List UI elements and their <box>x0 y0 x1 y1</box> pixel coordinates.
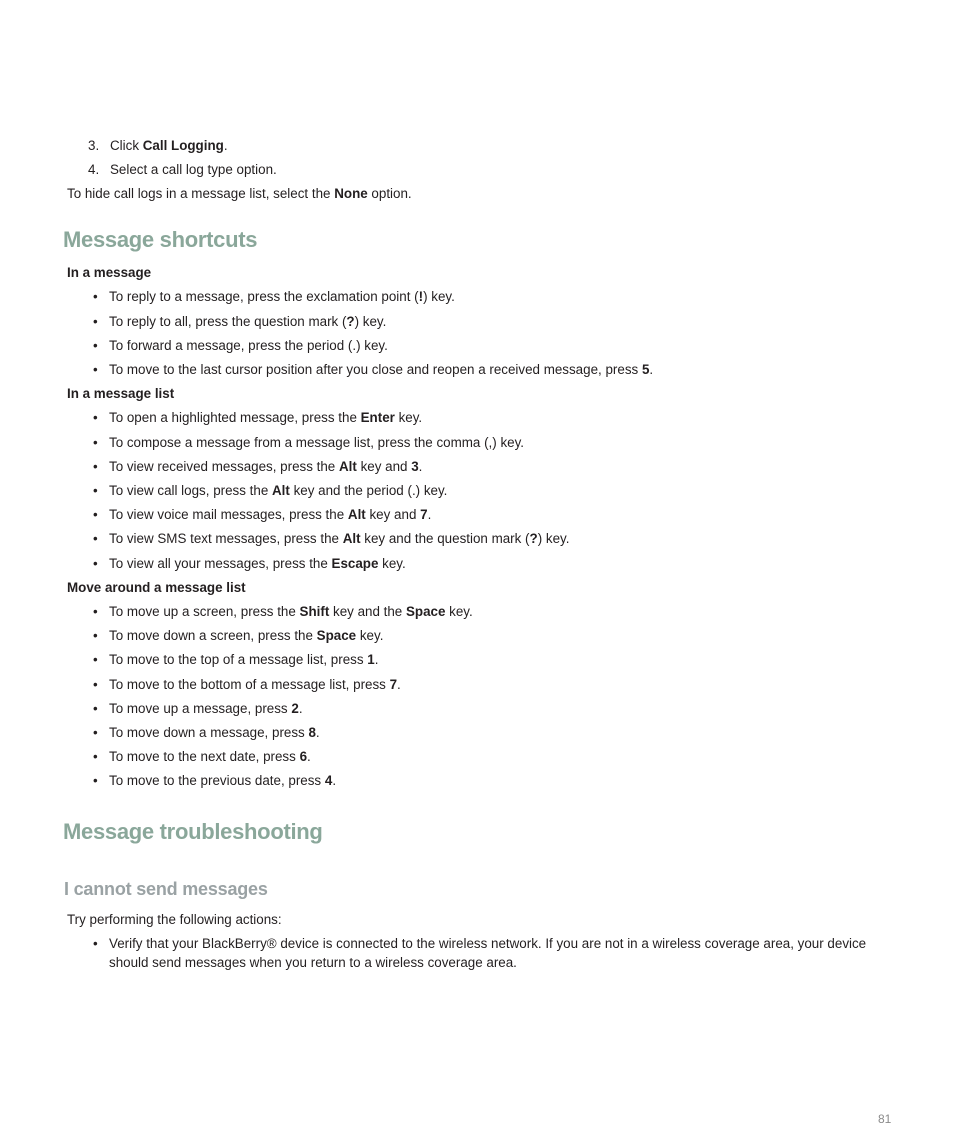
list-item: • To move to the last cursor position after you close and reopen a received message, press 5. <box>93 362 654 377</box>
list-item: • To view call logs, press the Alt key and the period (.) key. <box>93 483 448 498</box>
list-item: • To move down a message, press 8. <box>93 725 320 740</box>
list-item: • To move down a screen, press the Space key. <box>93 628 384 643</box>
subheading-move-around-a-message-list: Move around a message list <box>67 580 246 595</box>
list-item: • To forward a message, press the period (.) key. <box>93 338 388 353</box>
troubleshooting-intro: Try performing the following actions: <box>67 912 282 927</box>
step-3: 3. Click Call Logging. <box>88 138 228 153</box>
list-item: • To open a highlighted message, press the Enter key. <box>93 410 423 425</box>
page-number: 81 <box>878 1112 892 1126</box>
list-item: • To move to the top of a message list, press 1. <box>93 652 379 667</box>
list-item: • To compose a message from a message list, press the comma (,) key. <box>93 435 525 450</box>
list-item: • To reply to a message, press the exclamation point (!) key. <box>93 289 455 304</box>
list-item: • To view all your messages, press the Escape key. <box>93 556 406 571</box>
list-item: • To move to the bottom of a message list, press 7. <box>93 677 401 692</box>
hide-call-logs-note: To hide call logs in a message list, select the None option. <box>67 186 412 201</box>
heading-message-troubleshooting: Message troubleshooting <box>63 819 323 844</box>
list-item: • Verify that your BlackBerry® device is connected to the wireless network. If you are not in a wireless coverage area, your device <box>93 936 867 951</box>
list-item: • To move to the next date, press 6. <box>93 749 311 764</box>
step-4: 4. Select a call log type option. <box>88 162 277 177</box>
subheading-in-a-message: In a message <box>67 265 152 280</box>
list-item: • To reply to all, press the question mark (?) key. <box>93 314 387 329</box>
list-item: • To move up a message, press 2. <box>93 701 303 716</box>
subheading-in-a-message-list: In a message list <box>67 386 175 401</box>
list-item: • To view received messages, press the Alt key and 3. <box>93 459 423 474</box>
list-item: • To move to the previous date, press 4. <box>93 773 337 788</box>
heading-cannot-send-messages: I cannot send messages <box>64 879 268 899</box>
list-item: • To move up a screen, press the Shift key and the Space key. <box>93 604 473 619</box>
list-item-continuation: should send messages when you return to a wireless coverage area. <box>109 955 517 970</box>
heading-message-shortcuts: Message shortcuts <box>63 227 258 252</box>
list-item: • To view SMS text messages, press the Alt key and the question mark (?) key. <box>93 531 570 546</box>
list-item: • To view voice mail messages, press the Alt key and 7. <box>93 507 432 522</box>
